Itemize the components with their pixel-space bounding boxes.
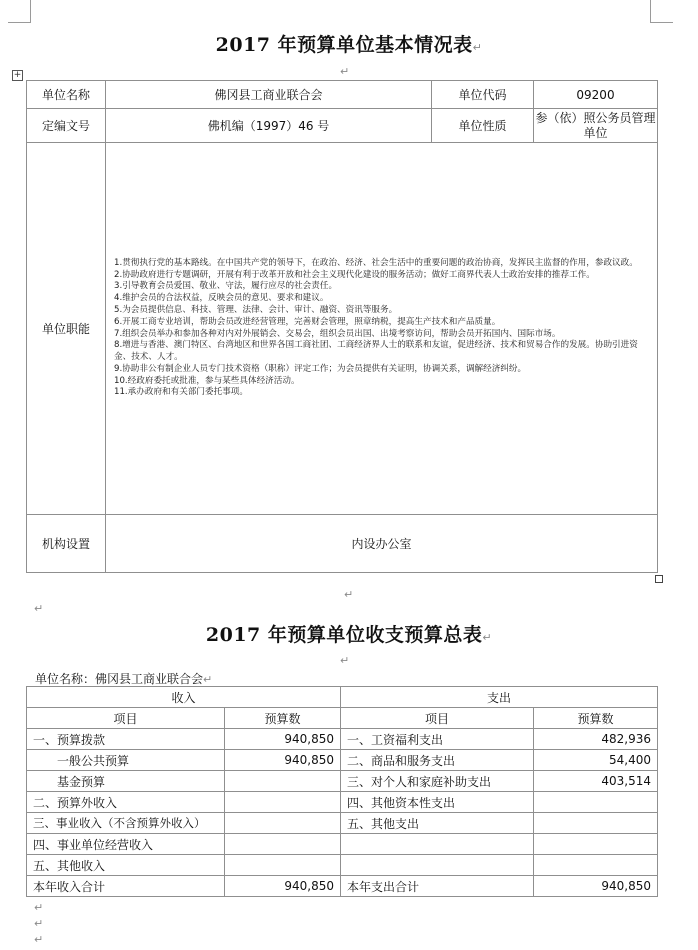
income-total-label: 本年收入合计 [27, 876, 225, 897]
expense-item [341, 834, 534, 855]
expense-total-label: 本年支出合计 [341, 876, 534, 897]
unit-code-label: 单位代码 [432, 81, 534, 109]
paragraph-mark: ↵ [34, 901, 44, 914]
table-row [27, 855, 658, 876]
paragraph-mark: ↵ [34, 602, 44, 615]
paragraph-mark: ↵ [472, 41, 483, 54]
unit-code-value: 09200 [534, 81, 658, 109]
budget-unit-line [35, 670, 212, 687]
table-row [27, 876, 658, 897]
expense-item: 四、其他资本性支出 [341, 792, 534, 813]
budget-title [0, 620, 698, 647]
duty-item: 3.引导教育会员爱国、敬业、守法，履行应尽的社会责任。 [114, 281, 338, 292]
income-amount [225, 855, 341, 876]
duty-item: 9.协助非公有制企业人员专门技术资格（职称）评定工作；为会员提供有关证明，协调关系，调解经济纠纷。 [114, 363, 527, 374]
expense-amount [534, 813, 658, 834]
income-total-amount: 940,850 [225, 876, 341, 897]
expense-amount: 54,400 [534, 750, 658, 771]
crop-mark-top-right [650, 0, 673, 23]
unit-nature-value: 参（依）照公务员管理单位 [534, 109, 658, 143]
paragraph-mark: ↵ [482, 631, 493, 644]
duties-cell [106, 143, 658, 515]
duty-item: 5.为会员提供信息、科技、管理、法律、会计、审计、融资、资讯等服务。 [114, 304, 398, 315]
expense-amount-header: 预算数 [534, 708, 658, 729]
income-item: 三、事业收入（不含预算外收入） [27, 813, 225, 834]
budget-unit-name: 单位名称：佛冈县工商业联合会 [35, 672, 204, 686]
duty-item: 11.承办政府和有关部门委托事项。 [114, 387, 248, 398]
duty-item: 8.增进与香港、澳门特区、台湾地区和世界各国工商社团、工商经济界人士的联系和友谊，促进经济、技术和贸易合作的发展。协助引进资金、技术、人才。 [114, 340, 638, 363]
expense-total-amount: 940,850 [534, 876, 658, 897]
paragraph-mark: ↵ [340, 654, 350, 667]
income-amount-header: 预算数 [225, 708, 341, 729]
duty-item: 7.组织会员举办和参加各种对内对外展销会、交易会，组织会员出国、出境考察访问，帮助会员开拓国内、国际市场。 [114, 328, 561, 339]
income-amount [225, 792, 341, 813]
income-header: 收入 [27, 687, 341, 708]
summary-title [0, 30, 698, 57]
table-row [27, 750, 658, 771]
income-amount [225, 771, 341, 792]
paragraph-mark: ↵ [34, 933, 44, 946]
income-item-header: 项目 [27, 708, 225, 729]
table-row [27, 834, 658, 855]
unit-nature-label: 单位性质 [432, 109, 534, 143]
basic-info-table [26, 80, 658, 573]
income-amount [225, 813, 341, 834]
paragraph-mark: ↵ [34, 917, 44, 930]
table-row [27, 771, 658, 792]
income-item: 二、预算外收入 [27, 792, 225, 813]
unit-name-value: 佛冈县工商业联合会 [106, 81, 432, 109]
expense-item-header: 项目 [341, 708, 534, 729]
income-item: 四、事业单位经营收入 [27, 834, 225, 855]
paragraph-mark: ↵ [203, 673, 213, 686]
table-row [27, 729, 658, 750]
income-item: 一、预算拨款 [27, 729, 225, 750]
income-item: 五、其他收入 [27, 855, 225, 876]
budget-summary-table [26, 686, 658, 897]
org-setup-label: 机构设置 [27, 515, 106, 573]
expense-amount: 403,514 [534, 771, 658, 792]
org-setup-value: 内设办公室 [106, 515, 658, 573]
income-amount: 940,850 [225, 729, 341, 750]
duties-label: 单位职能 [27, 143, 106, 515]
income-amount [225, 834, 341, 855]
staffing-doc-value: 佛机编（1997）46 号 [106, 109, 432, 143]
table-move-handle-icon[interactable]: + [13, 70, 22, 80]
expense-item [341, 855, 534, 876]
expense-amount [534, 855, 658, 876]
budget-title-text: 2017 年预算单位收支预算总表 [205, 624, 483, 646]
income-item: 基金预算 [27, 771, 225, 792]
expense-amount [534, 792, 658, 813]
duty-item: 4.维护会员的合法权益，反映会员的意见、要求和建议。 [114, 293, 329, 304]
paragraph-mark: ↵ [340, 65, 350, 78]
summary-title-text: 2017 年预算单位基本情况表 [215, 34, 473, 56]
paragraph-mark: ↵ [344, 588, 354, 601]
table-resize-handle-icon[interactable] [655, 575, 663, 583]
expense-item: 三、对个人和家庭补助支出 [341, 771, 534, 792]
duty-item: 1.贯彻执行党的基本路线。在中国共产党的领导下，在政治、经济、社会生活中的重要问题的政治协商，发挥民主监督的作用，参政议政。 [114, 257, 638, 268]
expense-item: 五、其他支出 [341, 813, 534, 834]
expense-item: 一、工资福利支出 [341, 729, 534, 750]
income-amount: 940,850 [225, 750, 341, 771]
duty-item: 2.协助政府进行专题调研，开展有利于改革开放和社会主义现代化建设的服务活动；做好工商界代表人士政治安排的推荐工作。 [114, 269, 595, 280]
income-item: 一般公共预算 [27, 750, 225, 771]
duty-item: 6.开展工商专业培训，帮助会员改进经营管理，完善财会管理，照章纳税，提高生产技术和产品质量。 [114, 316, 501, 327]
staffing-doc-label: 定编文号 [27, 109, 106, 143]
table-row [27, 792, 658, 813]
expense-header: 支出 [341, 687, 658, 708]
unit-name-label: 单位名称 [27, 81, 106, 109]
expense-amount: 482,936 [534, 729, 658, 750]
table-row [27, 813, 658, 834]
duty-item: 10.经政府委托或批准，参与某些具体经济活动。 [114, 375, 300, 386]
expense-item: 二、商品和服务支出 [341, 750, 534, 771]
crop-mark-top-left [8, 0, 31, 23]
expense-amount [534, 834, 658, 855]
